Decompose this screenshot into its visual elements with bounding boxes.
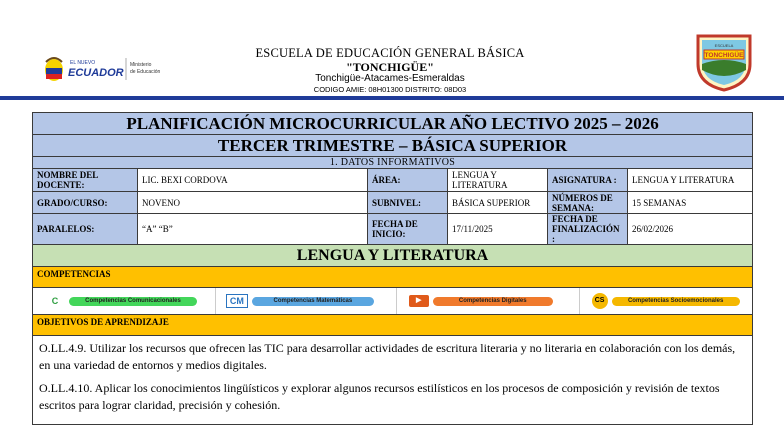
objetivos-content: [33, 336, 753, 425]
svg-text:ESCUELA: ESCUELA: [714, 43, 734, 48]
school-codes: CODIGO AMIE: 08H01300 DISTRITO: 08D03: [313, 85, 467, 94]
inicio-label: FECHA DE INICIO:: [368, 214, 448, 245]
paralelos-label: PARALELOS:: [33, 214, 138, 245]
objetivo-item: O.LL.4.10. Aplicar los conocimientos lingüísticos y explorar algunos recursos estilísticos en los procesos de composición y revisión de textos escritos para lograr claridad, precisión y cohesión.: [39, 381, 720, 412]
matematicas-icon: CM: [226, 294, 248, 308]
competency-badge-matematicas: [215, 288, 396, 314]
svg-text:de Educación: de Educación: [130, 69, 161, 75]
section-title: 1. DATOS INFORMATIVOS: [33, 157, 753, 169]
comunicacionales-label: Competencias Comunicacionales: [69, 297, 197, 306]
paralelos-value: “A” “B”: [138, 214, 368, 245]
fin-value: 26/02/2026: [628, 214, 753, 245]
ecuador-logo: [42, 52, 182, 86]
matematicas-label: Competencias Matemáticas: [252, 297, 374, 306]
competency-badge-digitales: [396, 288, 579, 314]
asignatura-value: LENGUA Y LITERATURA: [628, 169, 753, 192]
grado-value: NOVENO: [138, 192, 368, 214]
digitales-label: Competencias Digitales: [433, 297, 553, 306]
main-title: PLANIFICACIÓN MICROCURRICULAR AÑO LECTIVO 2025 – 2026: [33, 113, 753, 135]
competency-badge-socioemocionales: [579, 288, 752, 314]
area-label: ÁREA:: [368, 169, 448, 192]
area-value: LENGUA Y LITERATURA: [448, 169, 548, 192]
subnivel-value: BÁSICA SUPERIOR: [448, 192, 548, 214]
socioemocionales-icon: CS: [592, 293, 608, 309]
school-location: Tonchigüe-Atacames-Esmeraldas: [315, 73, 465, 84]
planning-table: [32, 112, 753, 425]
svg-text:ECUADOR: ECUADOR: [68, 67, 124, 79]
ecuador-emblem-icon: [45, 58, 63, 81]
semanas-value: 15 SEMANAS: [628, 192, 753, 214]
objetivo-item: O.LL.4.9. Utilizar los recursos que ofrecen las TIC para desarrollar actividades de escritura literaria y no literaria en colaboración con los demás, en una variedad de entornos y medios digitales.: [39, 341, 736, 372]
school-quote-name: "TONCHIGÜE": [346, 60, 434, 74]
school-crest-logo: [692, 30, 756, 92]
docente-label: NOMBRE DEL DOCENTE:: [33, 169, 138, 192]
inicio-value: 17/11/2025: [448, 214, 548, 245]
subnivel-label: SUBNIVEL:: [368, 192, 448, 214]
docente-value: LIC. BEXI CORDOVA: [138, 169, 368, 192]
objetivos-label: OBJETIVOS DE APRENDIZAJE: [33, 315, 753, 336]
subject-title: LENGUA Y LITERATURA: [33, 245, 753, 267]
fin-label: FECHA DE FINALIZACIÓN :: [548, 214, 628, 245]
grado-label: GRADO/CURSO:: [33, 192, 138, 214]
comunicacionales-icon: C: [51, 296, 59, 306]
semanas-label: NÚMEROS DE SEMANA:: [548, 192, 628, 214]
asignatura-label: ASIGNATURA :: [548, 169, 628, 192]
socioemocionales-label: Competencias Socioemocionales: [612, 297, 740, 306]
svg-text:Ministerio: Ministerio: [130, 62, 152, 68]
competency-badge-comunicacionales: [33, 288, 205, 314]
svg-text:EL NUEVO: EL NUEVO: [70, 60, 96, 66]
term-title: TERCER TRIMESTRE – BÁSICA SUPERIOR: [33, 135, 753, 157]
competencias-label: COMPETENCIAS: [33, 267, 753, 288]
svg-text:TONCHIGÜE: TONCHIGÜE: [704, 52, 744, 59]
school-name: ESCUELA DE EDUCACIÓN GENERAL BÁSICA: [255, 46, 525, 60]
competencias-row: [33, 288, 753, 315]
header-divider: [0, 96, 784, 100]
digitales-icon: ▶: [409, 295, 429, 307]
